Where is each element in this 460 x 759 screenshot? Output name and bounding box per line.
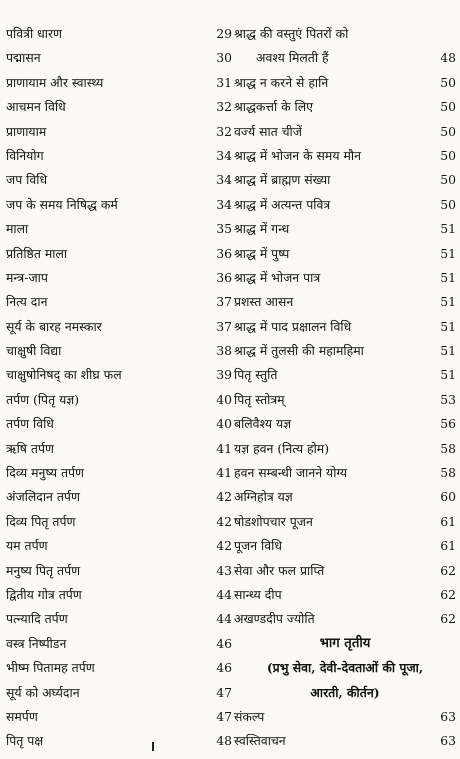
toc-entry-title: अंजलिदान तर्पण [6, 489, 80, 505]
toc-entry-title: (प्रभु सेवा, देवी-देवताओं की पूजा, [266, 660, 424, 676]
toc-entry-page: 41 [216, 440, 232, 456]
toc-entry-page: 50 [440, 123, 456, 139]
toc-entry-page: 62 [440, 611, 456, 627]
toc-entry [6, 705, 232, 729]
toc-entry-page: 32 [216, 99, 232, 115]
toc-entry-page: 41 [216, 465, 232, 481]
section-heading [234, 656, 456, 680]
toc-entry [234, 144, 456, 168]
toc-entry-title: श्राद्ध में गन्ध [234, 221, 290, 237]
toc-entry [234, 412, 456, 436]
toc-entry-page: 34 [216, 196, 232, 212]
toc-entry-title: तर्पण विधि [6, 416, 54, 432]
toc-entry-page: 62 [440, 586, 456, 602]
toc-entry-page: 50 [440, 74, 456, 90]
toc-entry [6, 339, 232, 363]
toc-entry-title: पत्न्यादि तर्पण [6, 611, 68, 627]
toc-entry-title: ऋषि तर्पण [6, 440, 54, 456]
toc-entry-title: षोडशोपचार पूजन [234, 513, 313, 529]
toc-entry-page: 51 [440, 245, 456, 261]
toc-entry-title: पूजन विधि [234, 538, 282, 554]
toc-entry-page: 62 [440, 562, 456, 578]
toc-entry [234, 120, 456, 144]
toc-entry-title: प्राणायाम और स्वास्थ्य [6, 74, 104, 90]
toc-entry [6, 559, 232, 583]
toc-entry [6, 583, 232, 607]
toc-entry-title: श्राद्ध न करने से हानि [234, 74, 329, 90]
toc-entry-title: भाग तृतीय [319, 635, 371, 651]
toc-entry-page: 56 [440, 416, 456, 432]
toc-entry-page: 30 [216, 50, 232, 66]
toc-entry-title: विनियोग [6, 147, 44, 163]
toc-entry [234, 95, 456, 119]
toc-entry-page: 46 [216, 660, 232, 676]
toc-entry-title: मन्त्र-जाप [6, 269, 48, 285]
toc-entry [6, 217, 232, 241]
toc-entry [234, 266, 456, 290]
toc-entry-page: 34 [216, 147, 232, 163]
toc-entry-page: 51 [440, 221, 456, 237]
toc-entry [234, 290, 456, 314]
toc-left-column [6, 22, 232, 754]
toc-entry-title: प्रतिष्ठित माला [6, 245, 68, 261]
toc-entry-page: 36 [216, 245, 232, 261]
toc-entry-title: श्राद्ध में अत्यन्त पवित्र [234, 196, 331, 212]
toc-entry-page: 40 [216, 416, 232, 432]
toc-entry-title: संकल्प [234, 708, 265, 724]
toc-entry-page: 44 [216, 611, 232, 627]
toc-entry-title: अखण्डदीप ज्योति [234, 611, 315, 627]
toc-entry-title: पितृ स्तुति [234, 367, 278, 383]
toc-entry-page: 42 [216, 513, 232, 529]
toc-entry-page: 31 [216, 74, 232, 90]
toc-entry [234, 583, 456, 607]
toc-entry-title: सेवा और फल प्राप्ति [234, 562, 325, 578]
toc-entry [6, 534, 232, 558]
toc-entry [234, 729, 456, 753]
toc-entry [6, 120, 232, 144]
toc-entry-page: 53 [440, 391, 456, 407]
toc-entry-page: 51 [440, 343, 456, 359]
toc-entry-title: आरती, कीर्तन) [310, 684, 380, 700]
toc-entry-title: तर्पण (पितृ यज्ञ) [6, 391, 80, 407]
toc-entry [6, 46, 232, 70]
toc-entry-title: श्राद्ध में भोजन के समय मौन [234, 147, 361, 163]
toc-entry-title: आचमन विधि [6, 99, 66, 115]
toc-entry-page: 50 [440, 147, 456, 163]
toc-entry-page: 60 [440, 489, 456, 505]
toc-entry [6, 729, 232, 753]
toc-entry-page: 63 [440, 708, 456, 724]
toc-entry [6, 71, 232, 95]
toc-entry-title: चाक्षुषोनिषद् का शीघ्र फल [6, 367, 122, 383]
toc-entry [234, 22, 456, 46]
toc-entry-page: 47 [216, 684, 232, 700]
toc-entry [234, 388, 456, 412]
toc-entry-page: 58 [440, 440, 456, 456]
toc-entry-page: 42 [216, 489, 232, 505]
toc-entry [234, 559, 456, 583]
toc-entry-page: 43 [216, 562, 232, 578]
toc-entry-title: जप विधि [6, 172, 48, 188]
toc-entry-page: 37 [216, 318, 232, 334]
toc-entry [234, 485, 456, 509]
toc-entry [6, 681, 232, 705]
toc-entry-title: सूर्य के बारह नमस्कार [6, 318, 102, 334]
toc-entry [6, 510, 232, 534]
toc-entry-title: यज्ञ हवन (नित्य होम) [234, 440, 330, 456]
toc-entry-page: 32 [216, 123, 232, 139]
toc-entry-title: चाक्षुषी विद्या [6, 343, 62, 359]
toc-entry-page: 48 [216, 733, 232, 749]
toc-entry-page: 51 [440, 318, 456, 334]
toc-entry [6, 144, 232, 168]
toc-entry-title: हवन सम्बन्धी जानने योग्य [234, 465, 348, 481]
toc-entry-title: सान्ध्य दीप [234, 586, 282, 602]
toc-entry [6, 290, 232, 314]
toc-entry [234, 46, 456, 70]
toc-entry-title: जप के समय निषिद्ध कर्म [6, 196, 118, 212]
toc-entry-title: पितृ स्तोत्रम् [234, 391, 285, 407]
toc-entry [6, 461, 232, 485]
toc-entry-title: बलिवैश्य यज्ञ [234, 416, 292, 432]
toc-entry [6, 607, 232, 631]
toc-entry-page: 51 [440, 269, 456, 285]
toc-entry-page: 47 [216, 708, 232, 724]
toc-right-column [234, 22, 456, 754]
toc-entry [234, 71, 456, 95]
toc-entry-page: 38 [216, 343, 232, 359]
toc-entry [6, 632, 232, 656]
toc-entry-page: 63 [440, 733, 456, 749]
toc-entry-title: श्राद्ध में पुष्प [234, 245, 290, 261]
toc-entry [6, 95, 232, 119]
toc-entry-title: द्वितीय गोत्र तर्पण [6, 586, 82, 602]
toc-entry [234, 534, 456, 558]
toc-entry-page: 35 [216, 221, 232, 237]
toc-entry-title: श्राद्ध में भोजन पात्र [234, 269, 321, 285]
toc-entry-page: 40 [216, 391, 232, 407]
toc-entry [234, 607, 456, 631]
toc-entry [6, 315, 232, 339]
toc-entry-title: पवित्री धारण [6, 26, 62, 41]
toc-entry-title: अवश्य मिलती हैं [256, 50, 329, 66]
toc-entry-page: 50 [440, 99, 456, 115]
toc-entry-page: 29 [216, 26, 232, 41]
toc-entry-title: श्राद्ध में पाद प्रक्षालन विधि [234, 318, 352, 334]
toc-entry-title: श्राद्धकर्त्ता के लिए [234, 99, 314, 115]
toc-entry [6, 193, 232, 217]
toc-entry [6, 437, 232, 461]
toc-entry-page: 58 [440, 465, 456, 481]
toc-entry [234, 461, 456, 485]
toc-entry-title: पितृ पक्ष [6, 733, 44, 749]
toc-entry-title: श्राद्ध में तुलसी की महामहिमा [234, 343, 364, 359]
toc-entry [234, 217, 456, 241]
toc-entry-title: प्राणायाम [6, 123, 47, 139]
toc-entry-title: स्वस्तिवाचन [234, 733, 286, 749]
toc-entry-title: सूर्य को अर्घ्यदान [6, 684, 80, 700]
toc-entry [234, 363, 456, 387]
toc-entry [6, 22, 232, 46]
toc-entry-title: यम तर्पण [6, 538, 48, 554]
toc-entry [234, 510, 456, 534]
toc-entry [6, 168, 232, 192]
toc-entry-page: 34 [216, 172, 232, 188]
toc-entry-page: 61 [440, 538, 456, 554]
toc-entry-title: पद्मासन [6, 50, 41, 66]
toc-entry-title: माला [6, 221, 29, 237]
toc-entry-title: प्रशस्त आसन [234, 294, 294, 310]
toc-entry [6, 656, 232, 680]
toc-entry-title: नित्य दान [6, 294, 48, 310]
toc-entry-title: वर्ज्य सात चीजें [234, 123, 302, 139]
toc-entry [234, 437, 456, 461]
toc-entry [6, 363, 232, 387]
toc-entry-title: अग्निहोत्र यज्ञ [234, 489, 293, 505]
stray-mark [152, 742, 154, 751]
toc-entry-title: वस्त्र निष्पीडन [6, 635, 67, 651]
toc-entry-page: 50 [440, 172, 456, 188]
toc-entry [6, 266, 232, 290]
section-heading [234, 632, 456, 656]
toc-entry [6, 485, 232, 509]
toc-entry-page: 37 [216, 294, 232, 310]
toc-entry [234, 339, 456, 363]
toc-entry [234, 242, 456, 266]
toc-entry-title: समर्पण [6, 708, 38, 724]
toc-entry-title: श्राद्ध की वस्तुएं पितरों को [234, 26, 349, 41]
toc-entry-page: 61 [440, 513, 456, 529]
toc-entry-page: 42 [216, 538, 232, 554]
toc-entry-page: 39 [216, 367, 232, 383]
toc-entry [6, 388, 232, 412]
toc-entry [234, 315, 456, 339]
toc-entry-page: 51 [440, 367, 456, 383]
toc-entry [6, 242, 232, 266]
toc-entry-title: दिव्य पितृ तर्पण [6, 513, 76, 529]
toc-entry-page: 46 [216, 635, 232, 651]
toc-entry-title: दिव्य मनुष्य तर्पण [6, 465, 85, 481]
toc-entry [234, 168, 456, 192]
toc-entry-page: 50 [440, 196, 456, 212]
toc-entry-title: श्राद्ध में ब्राह्मण संख्या [234, 172, 331, 188]
toc-entry-page: 36 [216, 269, 232, 285]
section-heading [234, 681, 456, 705]
toc-entry-page: 48 [440, 50, 456, 66]
toc-entry [234, 193, 456, 217]
toc-entry [234, 705, 456, 729]
toc-entry-title: भीष्म पितामह तर्पण [6, 660, 95, 676]
toc-entry-page: 51 [440, 294, 456, 310]
toc-entry [6, 412, 232, 436]
toc-entry-page: 44 [216, 586, 232, 602]
toc-entry-title: मनुष्य पितृ तर्पण [6, 562, 81, 578]
